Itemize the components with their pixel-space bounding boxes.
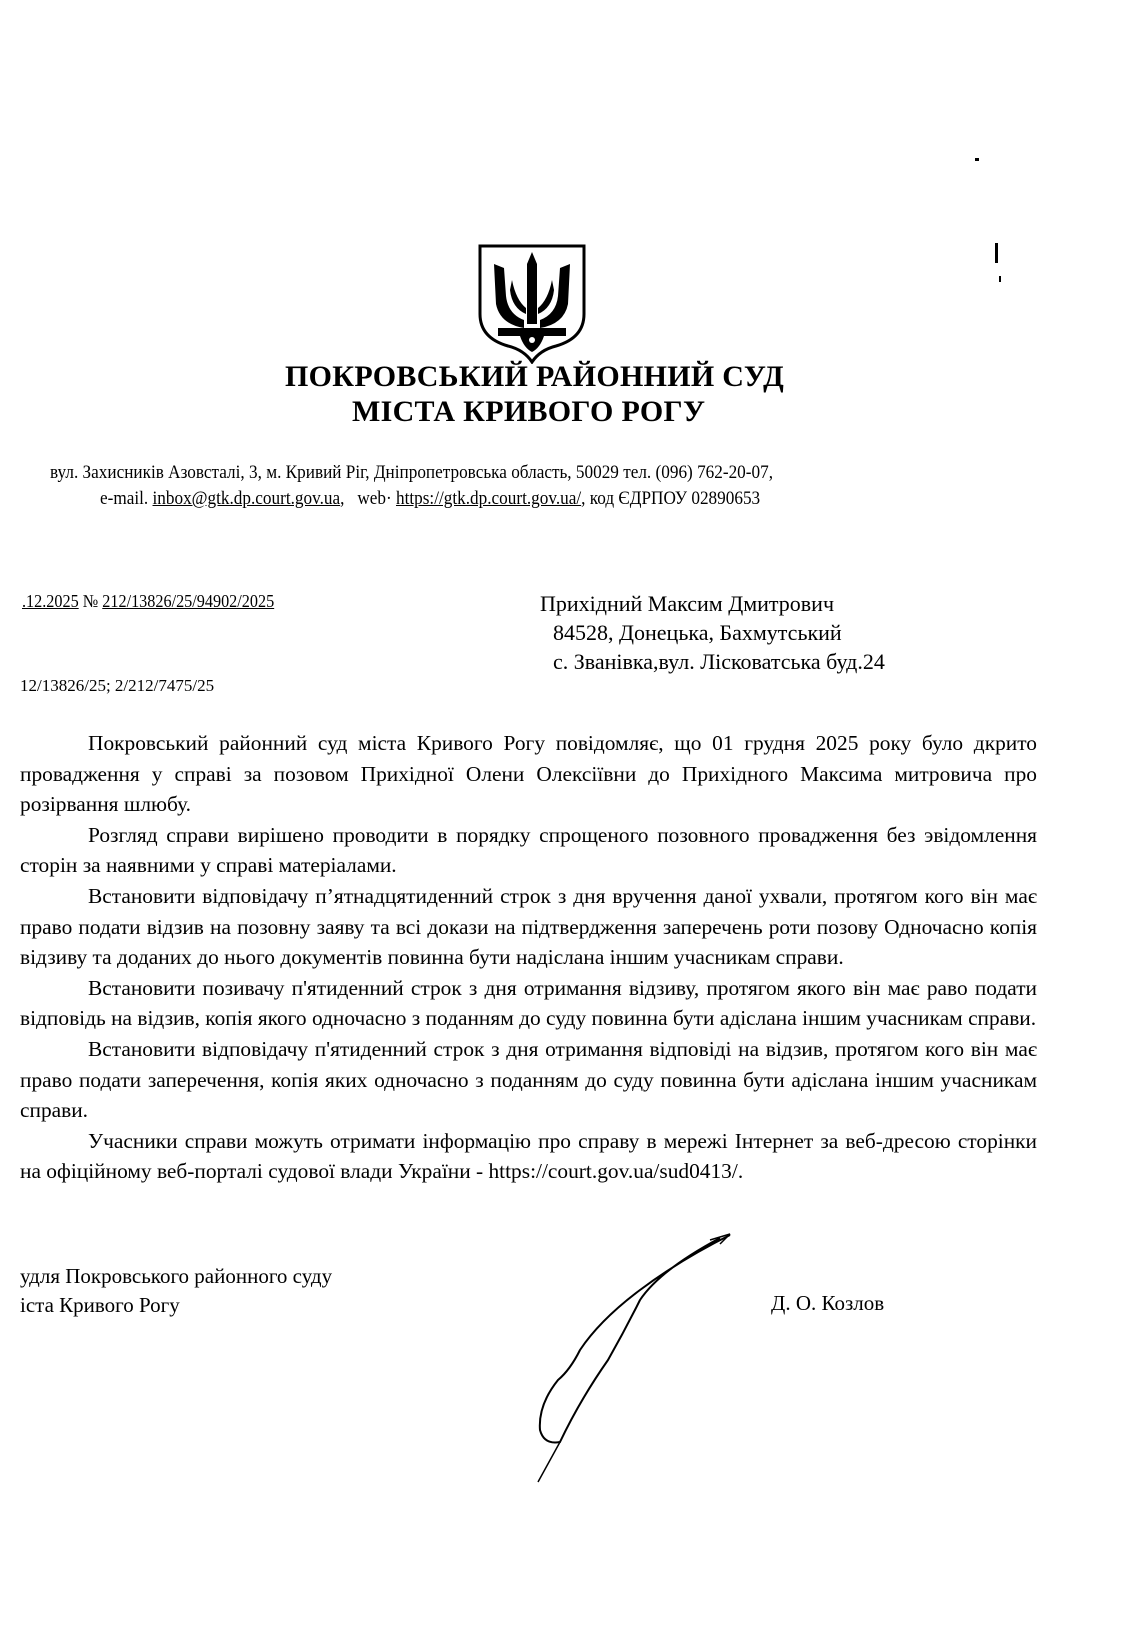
case-numbers: 12/13826/25; 2/212/7475/25	[20, 676, 215, 695]
judge-title	[20, 1262, 332, 1320]
court-name-line1: ПОКРОВСЬКИЙ РАЙОННИЙ СУД	[285, 360, 785, 393]
web-link[interactable]: https://gtk.dp.court.gov.ua/	[395, 488, 582, 509]
scan-artifact	[995, 243, 998, 263]
email-label: e-mail.	[100, 488, 149, 509]
paragraph-proceedings-opened: Покровський районний суд міста Кривого Рогу повідомляє, що 01 грудня 2025 року було дкрито провадження у справі за позовом Прихідної Олени Олексіївни до Прихідного Максима митровича про розірвання шлюбу.	[20, 731, 1037, 817]
court-address: вул. Захисників Азовсталі, 3, м. Кривий Ріг, Дніпропетровська область, 50029 тел. (096) 762-20-07,	[50, 462, 773, 483]
edrpou-code: , код ЄДРПОУ 02890653	[581, 488, 761, 509]
judge-title-line2: іста Кривого Рогу	[20, 1293, 180, 1317]
recipient-address-line2: с. Званівка,вул. Лісковатська буд.24	[553, 649, 885, 674]
judge-name: Д. О. Козлов	[771, 1291, 885, 1315]
paragraph-defendant-objection-term: Встановити відповідачу п'ятиденний строк з дня отримання відповіді на відзив, протягом кого він має право подати заперечення, копія яких одночасно з поданням до суду повинна бути адіслана іншим учасникам справи.	[20, 1036, 1037, 1123]
handwritten-signature-icon	[530, 1220, 750, 1490]
outgoing-date: .12.2025	[22, 591, 79, 611]
recipient-name: Прихідний Максим Дмитрович	[540, 591, 835, 616]
email-link[interactable]: inbox@gtk.dp.court.gov.ua	[152, 488, 341, 509]
outgoing-number: 212/13826/25/94902/2025	[102, 591, 275, 611]
web-label: web·	[357, 488, 392, 509]
paragraph-simplified-procedure: Розгляд справи вирішено проводити в порядку спрощеного позовного провадження без эвідомлення сторін за наявними у справі матеріалами.	[20, 822, 1037, 878]
court-contacts: e-mail. inbox@gtk.dp.court.gov.ua, web· https://gtk.dp.court.gov.ua/, код ЄДРПОУ 02890653	[100, 488, 761, 509]
scan-artifact	[999, 276, 1001, 282]
scan-artifact	[975, 158, 979, 161]
paragraph-defendant-response-term: Встановити відповідачу п’ятнадцятиденний строк з дня вручення даної ухвали, протягом кого він має право подати відзив на позовну заяву та всі докази на підтвердження заперечень роти позову Одночасно копія відзиву та доданих до нього документів повинна бути надіслана іншим учасникам справи.	[20, 883, 1037, 970]
outgoing-reference	[22, 591, 274, 612]
paragraph-online-info: Учасники справи можуть отримати інформацію про справу в мережі Інтернет за веб-дресою сторінки на офіційному веб-порталі судової влади України - https://court.gov.ua/sud0413/.	[20, 1128, 1037, 1184]
ukraine-trident-emblem-icon	[470, 234, 594, 364]
judge-title-line1: удля Покровського районного суду	[20, 1264, 333, 1288]
letter-body	[20, 728, 1037, 1187]
number-sign: №	[82, 591, 99, 611]
court-name-line2: МІСТА КРИВОГО РОГУ	[352, 395, 706, 428]
paragraph-plaintiff-reply-term: Встановити позивачу п'ятиденний строк з дня отримання відзиву, протягом якого він має раво подати відповідь на відзив, копія якого одночасно з поданням до суду повинна бути адіслана іншим учасникам справи.	[20, 975, 1037, 1031]
recipient-address-line1: 84528, Донецька, Бахмутський	[553, 620, 842, 645]
recipient-block	[540, 589, 885, 676]
